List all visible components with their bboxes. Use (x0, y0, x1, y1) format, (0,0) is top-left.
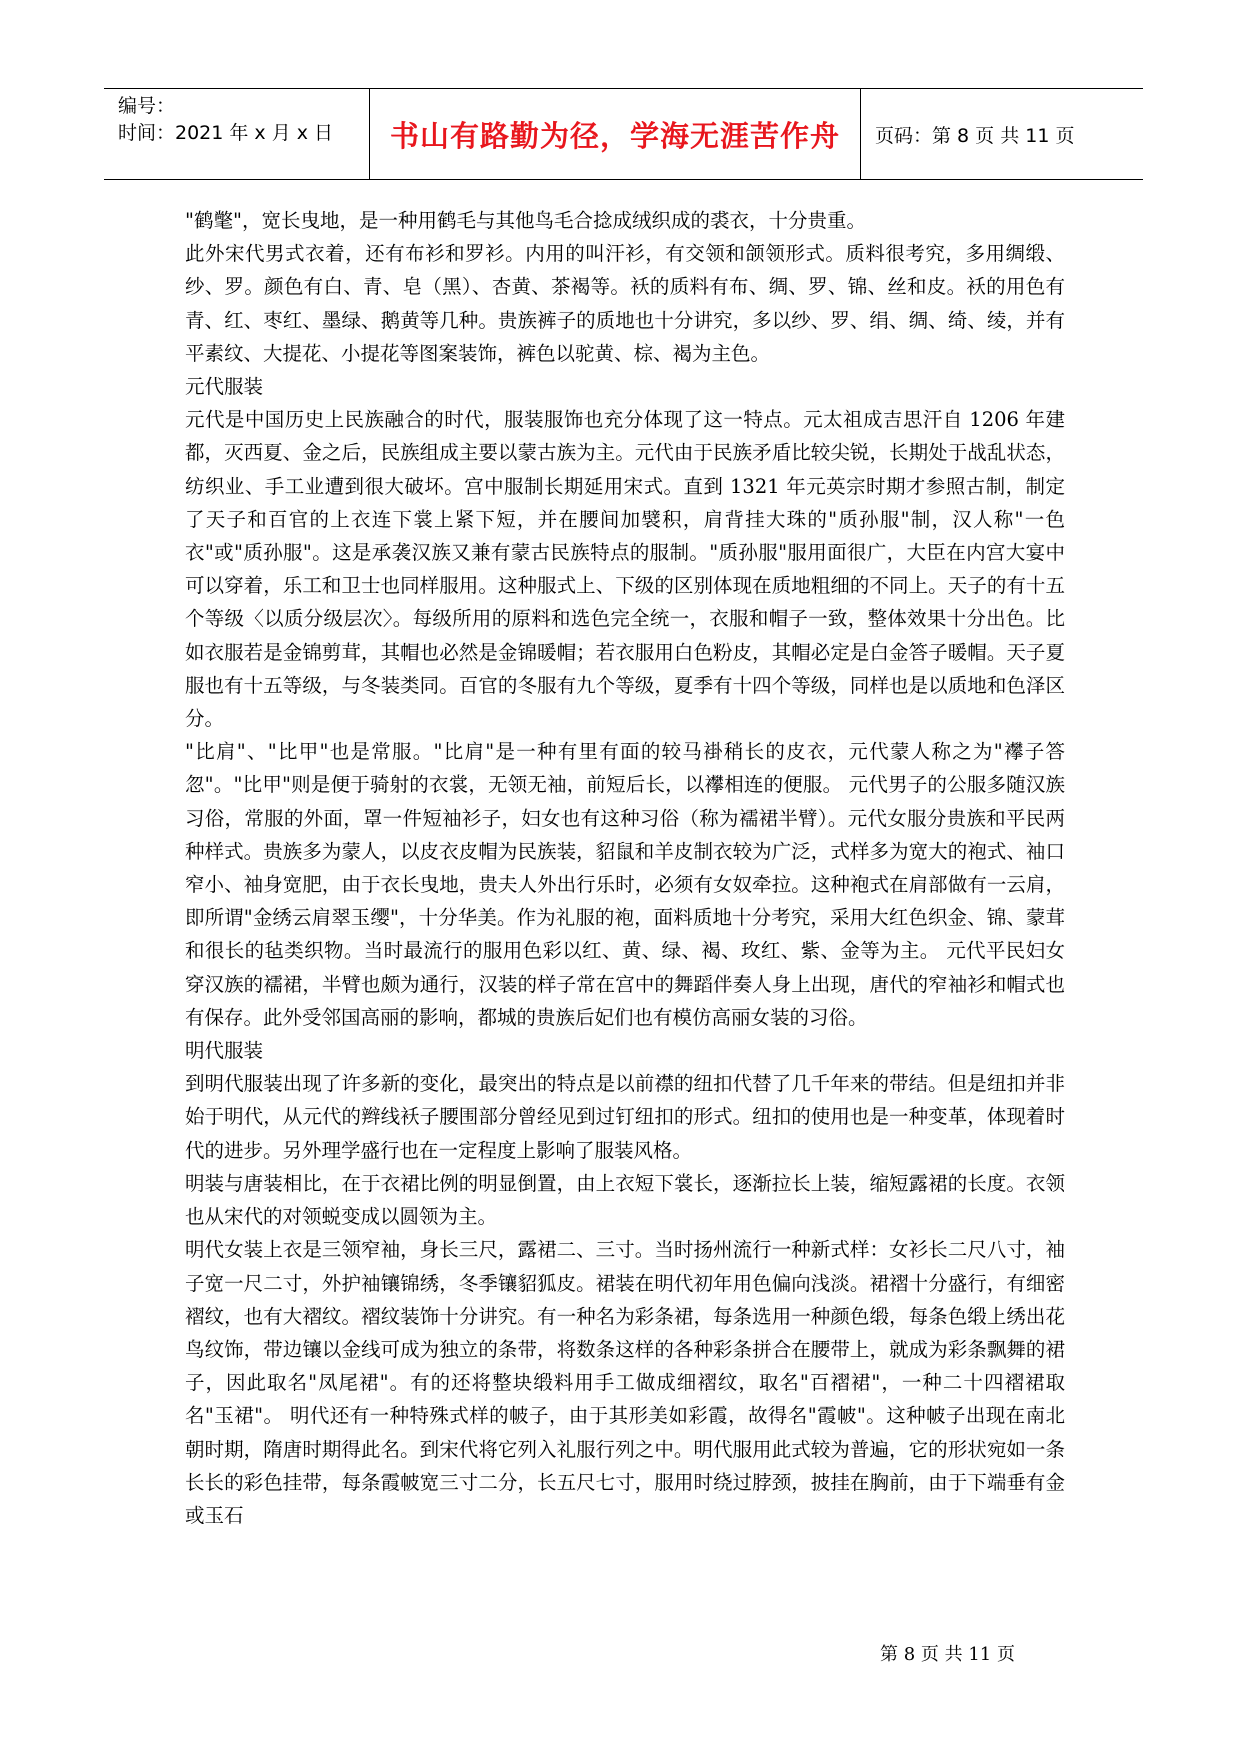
document-body (185, 204, 1065, 1532)
header-motto: 书山有路勤为径，学海无涯苦作舟 (370, 89, 861, 179)
header-meta (104, 89, 370, 179)
serial-label: 编号： (118, 95, 176, 117)
paragraph: 元代是中国历史上民族融合的时代，服装服饰也充分体现了这一特点。元太祖成吉思汗自 1206 年建都，灭西夏、金之后，民族组成主要以蒙古族为主。元代由于民族矛盾比较尖锐，长期处于战乱状态，纺织业、手工业遭到很大破坏。宫中服制长期延用宋式。直到 1321 年元英宗时期才参照古制，制定了天子和百官的上衣连下裳上紧下短，并在腰间加襞积，肩背挂大珠的"质孙服"制，汉人称"一色衣"或"质孙服"。这是承袭汉族又兼有蒙古民族特点的服制。"质孙服"服用面很广，大臣在内宫大宴中可以穿着，乐工和卫士也同样服用。这种服式上、下级的区别体现在质地粗细的不同上。天子的有十五个等级〈以质分级层次〉。每级所用的原料和选色完全统一，衣服和帽子一致，整体效果十分出色。比如衣服若是金锦剪茸，其帽也必然是金锦暖帽；若衣服用白色粉皮，其帽必定是白金答子暖帽。天子夏服也有十五等级，与冬装类同。百官的冬服有九个等级，夏季有十四个等级，同样也是以质地和色泽区分。 (185, 408, 1065, 731)
paragraph: 明代女装上衣是三领窄袖，身长三尺，露裙二、三寸。当时扬州流行一种新式样：女衫长二尺八寸，袖子宽一尺二寸，外护袖镶锦绣，冬季镶貂狐皮。裙装在明代初年用色偏向浅淡。裙褶十分盛行，有细密褶纹，也有大褶纹。褶纹装饰十分讲究。有一种名为彩条裙，每条选用一种颜色缎，每条色缎上绣出花鸟纹饰，带边镶以金线可成为独立的条带，将数条这样的各种彩条拼合在腰带上，就成为彩条飘舞的裙子，因此取名"凤尾裙"。有的还将整块缎料用手工做成细褶纹，取名"百褶裙"，一种二十四褶裙取名"玉裙"。 明代还有一种特殊式样的帔子，由于其形美如彩霞，故得名"霞帔"。这种帔子出现在南北朝时期，隋唐时期得此名。到宋代将它列入礼服行列之中。明代服用此式较为普遍，它的形状宛如一条长长的彩色挂带，每条霞帔宽三寸二分，长五尺七寸，服用时绕过脖颈，披挂在胸前，由于下端垂有金或玉石 (185, 1238, 1065, 1527)
section-heading-ming: 明代服装 (185, 1039, 264, 1063)
time-label: 时间：2021 年 x 月 x 日 (118, 122, 334, 144)
paragraph: 此外宋代男式衣着，还有布衫和罗衫。内用的叫汗衫，有交领和颌领形式。质料很考究，多用绸缎、纱、罗。颜色有白、青、皂（黑）、杏黄、茶褐等。袄的质料有布、绸、罗、锦、丝和皮。袄的用色有青、红、枣红、墨绿、鹅黄等几种。贵族裤子的质地也十分讲究，多以纱、罗、绢、绸、绮、绫，并有平素纹、大提花、小提花等图案装饰，裤色以驼黄、棕、褐为主色。 (185, 242, 1065, 365)
paragraph: 明装与唐装相比，在于衣裙比例的明显倒置，由上衣短下裳长，逐渐拉长上装，缩短露裙的长度。衣领也从宋代的对领蜕变成以圆领为主。 (185, 1171, 1065, 1229)
paragraph: "鹤氅"，宽长曳地，是一种用鹤毛与其他鸟毛合捻成绒织成的裘衣，十分贵重。 (185, 209, 866, 232)
paragraph: 到明代服装出现了许多新的变化，最突出的特点是以前襟的纽扣代替了几千年来的带结。但是纽扣并非始于明代，从元代的辫线袄子腰围部分曾经见到过钉纽扣的形式。纽扣的使用也是一种变革，体现着时代的进步。另外理学盛行也在一定程度上影响了服装风格。 (185, 1072, 1065, 1162)
page-footer: 第 8 页 共 11 页 (880, 1644, 1015, 1665)
page-header (104, 88, 1143, 180)
section-heading-yuan: 元代服装 (185, 375, 264, 399)
header-page-number: 页码：第 8 页 共 11 页 (875, 124, 1075, 147)
paragraph: "比肩"、"比甲"也是常服。"比肩"是一种有里有面的较马褂稍长的皮衣，元代蒙人称之为"襻子答忽"。"比甲"则是便于骑射的衣裳，无领无袖，前短后长，以襻相连的便服。 元代男子的公服多随汉族习俗，常服的外面，罩一件短袖衫子，妇女也有这种习俗（称为襦裙半臂）。元代女服分贵族和平民两种样式。贵族多为蒙人，以皮衣皮帽为民族装，貂鼠和羊皮制衣较为广泛，式样多为宽大的袍式、袖口窄小、袖身宽肥，由于衣长曳地，贵夫人外出行乐时，必须有女奴牵拉。这种袍式在肩部做有一云肩，即所谓"金绣云肩翠玉缨"，十分华美。作为礼服的袍，面料质地十分考究，采用大红色织金、锦、蒙茸和很长的毡类织物。当时最流行的服用色彩以红、黄、绿、褐、玫红、紫、金等为主。 元代平民妇女穿汉族的襦裙，半臂也颇为通行，汉装的样子常在宫中的舞蹈伴奏人身上出现，唐代的窄袖衫和帽式也有保存。此外受邻国高丽的影响，都城的贵族后妃们也有模仿高丽女装的习俗。 (185, 740, 1065, 1029)
